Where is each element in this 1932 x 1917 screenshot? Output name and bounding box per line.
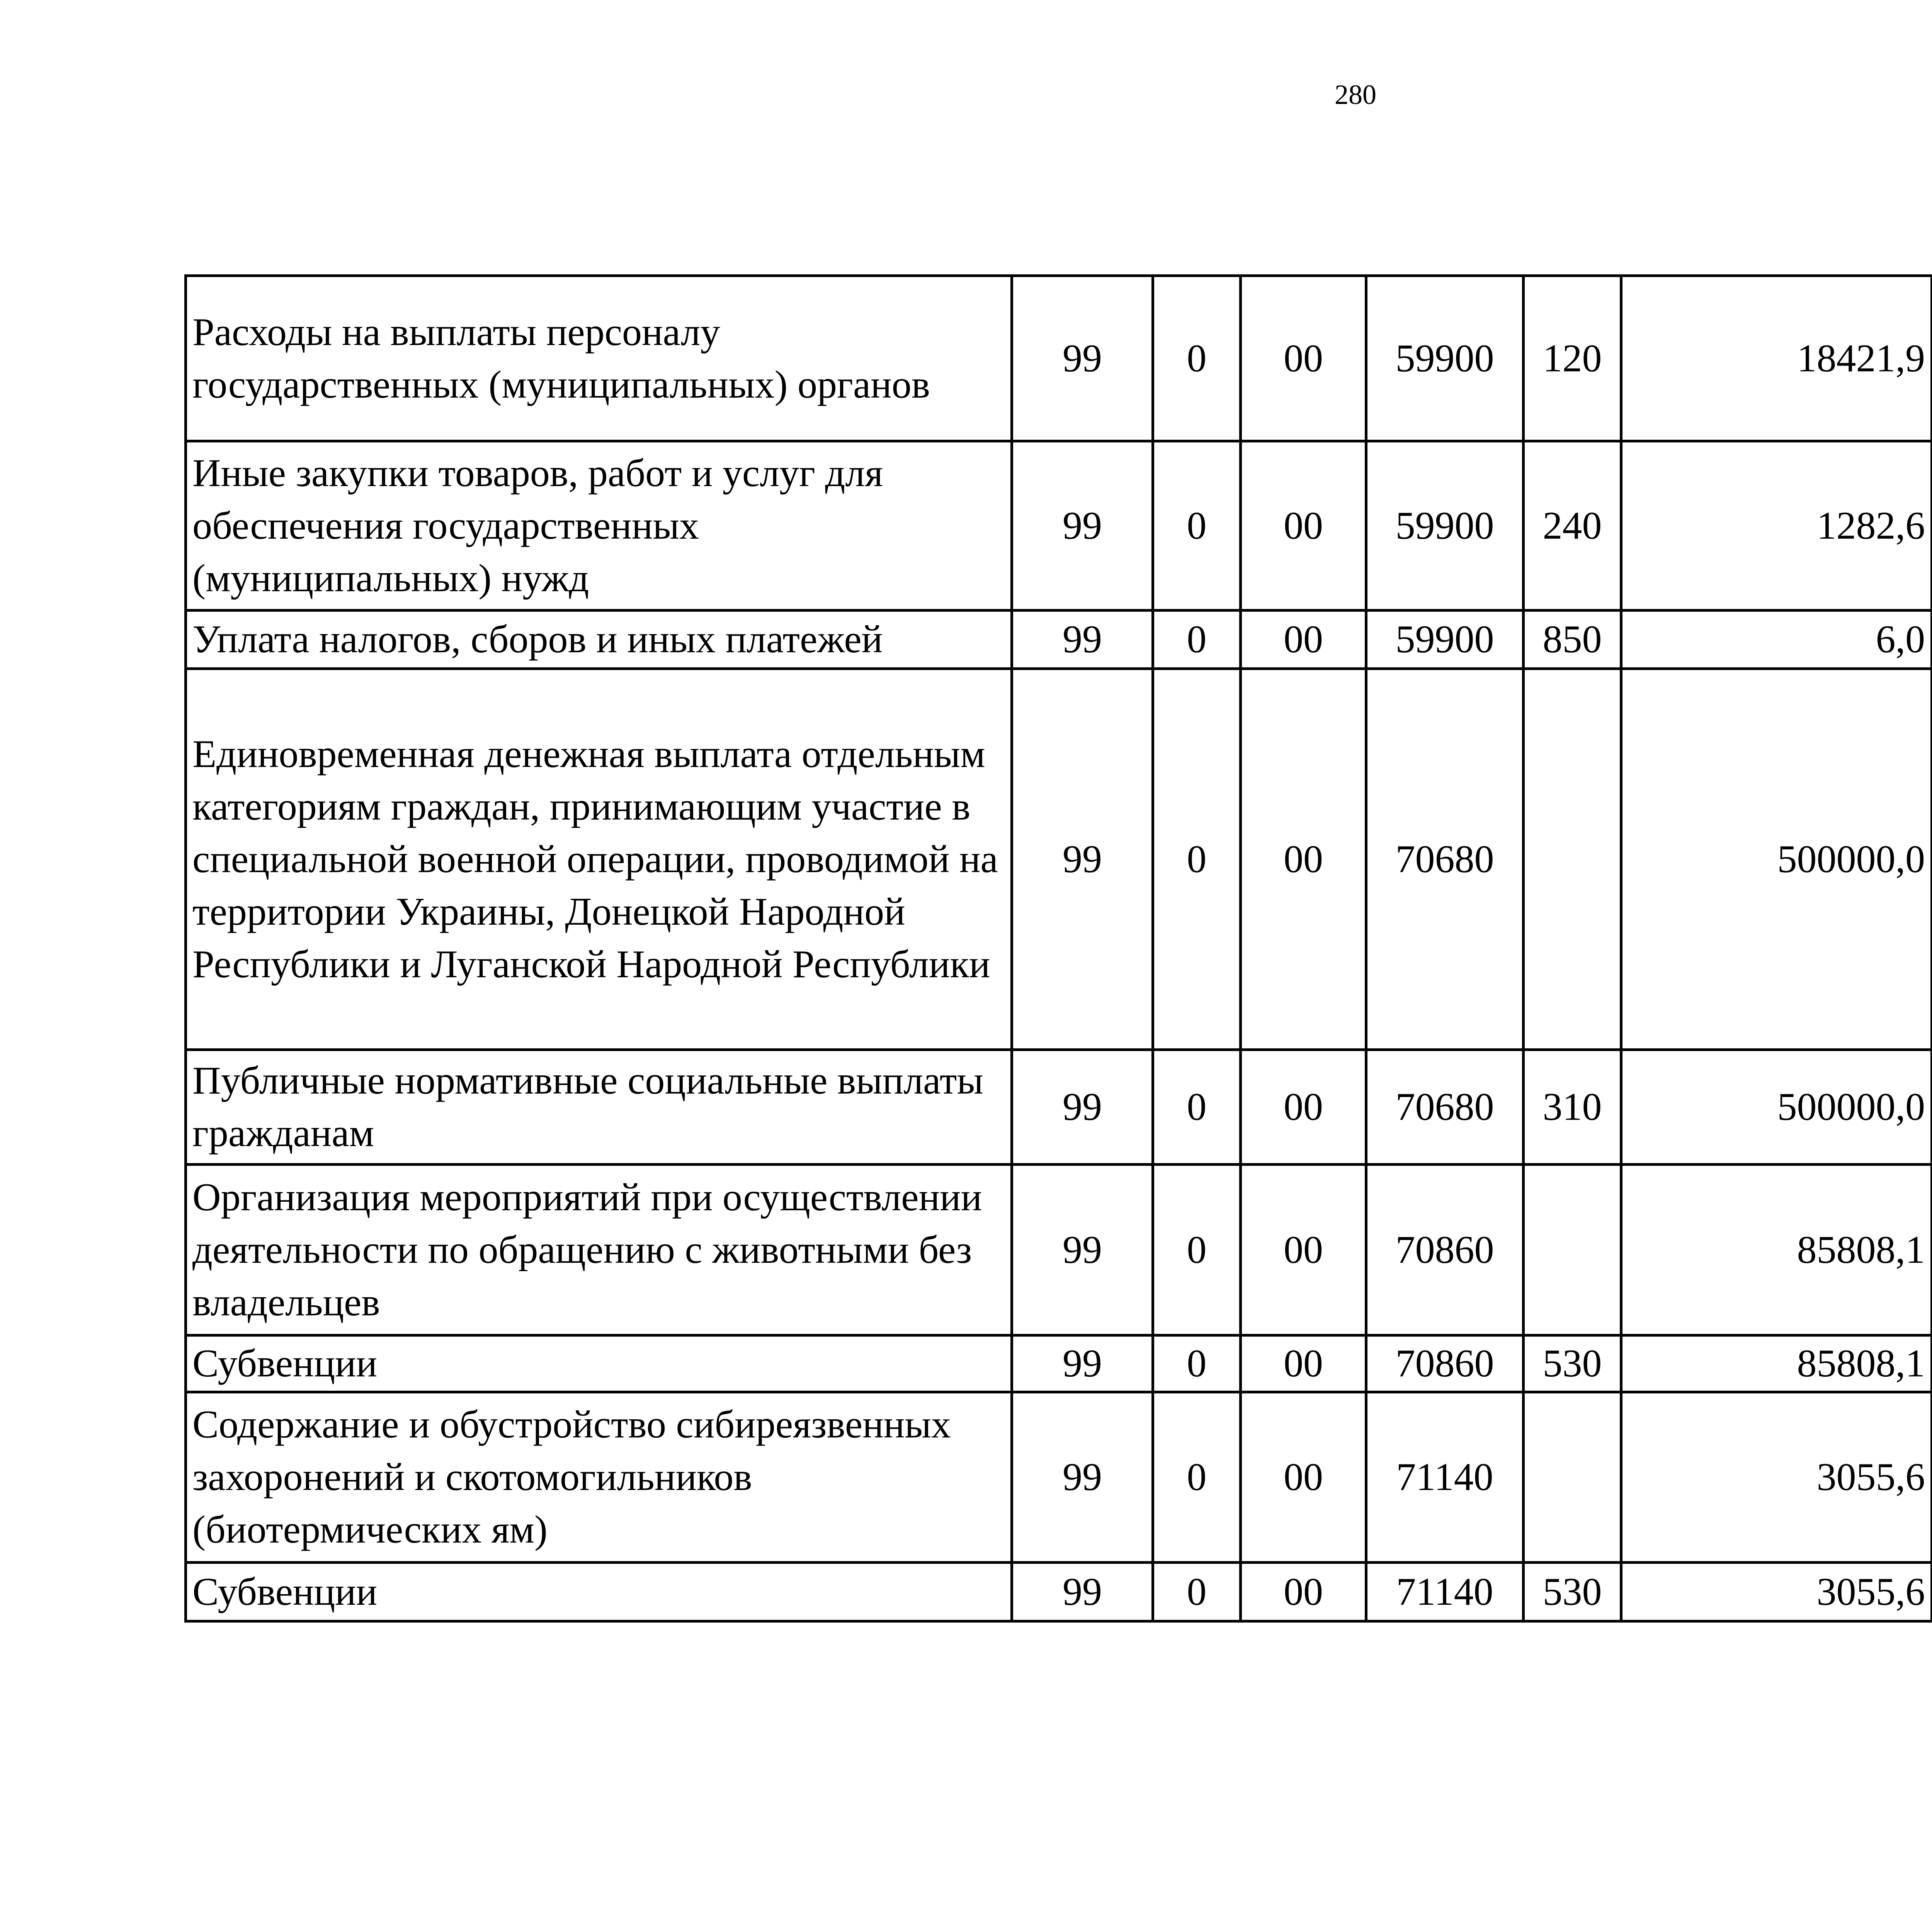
code-cell: 00 bbox=[1241, 441, 1366, 611]
code-cell: 70680 bbox=[1366, 1050, 1524, 1165]
table-row bbox=[186, 1392, 1932, 1563]
table-row bbox=[186, 441, 1932, 611]
expense-type-cell bbox=[1524, 1165, 1621, 1335]
code-cell: 99 bbox=[1012, 1563, 1153, 1621]
code-cell: 99 bbox=[1012, 611, 1153, 669]
code-cell: 71140 bbox=[1366, 1392, 1524, 1563]
budget-table bbox=[184, 274, 1932, 1623]
expense-type-cell: 120 bbox=[1524, 276, 1621, 441]
code-cell: 59900 bbox=[1366, 441, 1524, 611]
row-description: Субвенции bbox=[186, 1563, 1012, 1621]
code-cell: 70680 bbox=[1366, 669, 1524, 1050]
code-cell: 99 bbox=[1012, 276, 1153, 441]
amount-cell: 500000,0 bbox=[1621, 669, 1932, 1050]
table-row bbox=[186, 1563, 1932, 1621]
table-row bbox=[186, 1050, 1932, 1165]
code-cell: 0 bbox=[1153, 1050, 1241, 1165]
row-description: Расходы на выплаты персоналу государственных (муниципальных) органов bbox=[186, 276, 1012, 441]
code-cell: 99 bbox=[1012, 1335, 1153, 1392]
expense-type-cell: 530 bbox=[1524, 1335, 1621, 1392]
code-cell: 99 bbox=[1012, 441, 1153, 611]
code-cell: 99 bbox=[1012, 1165, 1153, 1335]
expense-type-cell bbox=[1524, 669, 1621, 1050]
code-cell: 0 bbox=[1153, 1335, 1241, 1392]
table-row bbox=[186, 1165, 1932, 1335]
row-description: Уплата налогов, сборов и иных платежей bbox=[186, 611, 1012, 669]
code-cell: 00 bbox=[1241, 669, 1366, 1050]
code-cell: 00 bbox=[1241, 1050, 1366, 1165]
code-cell: 71140 bbox=[1366, 1563, 1524, 1621]
row-description: Публичные нормативные социальные выплаты гражданам bbox=[186, 1050, 1012, 1165]
amount-cell: 85808,1 bbox=[1621, 1335, 1932, 1392]
code-cell: 70860 bbox=[1366, 1335, 1524, 1392]
table-row bbox=[186, 669, 1932, 1050]
expense-type-cell: 850 bbox=[1524, 611, 1621, 669]
code-cell: 0 bbox=[1153, 1563, 1241, 1621]
row-description: Содержание и обустройство сибиреязвенных захоронений и скотомогильников (биотермических ям) bbox=[186, 1392, 1012, 1563]
table-row bbox=[186, 1335, 1932, 1392]
expense-type-cell: 240 bbox=[1524, 441, 1621, 611]
code-cell: 0 bbox=[1153, 276, 1241, 441]
code-cell: 0 bbox=[1153, 669, 1241, 1050]
code-cell: 0 bbox=[1153, 611, 1241, 669]
code-cell: 70860 bbox=[1366, 1165, 1524, 1335]
code-cell: 59900 bbox=[1366, 276, 1524, 441]
amount-cell bbox=[1621, 1392, 1932, 1563]
code-cell: 00 bbox=[1241, 1165, 1366, 1335]
amount-cell: 3055,6 bbox=[1621, 1563, 1932, 1621]
amount-cell: 18421,9 bbox=[1621, 276, 1932, 441]
code-cell: 00 bbox=[1241, 1392, 1366, 1563]
code-cell: 99 bbox=[1012, 1392, 1153, 1563]
row-description: Субвенции bbox=[186, 1335, 1012, 1392]
code-cell: 0 bbox=[1153, 441, 1241, 611]
row-description: Организация мероприятий при осуществлении деятельности по обращению с животными без владельцев bbox=[186, 1165, 1012, 1335]
table-row bbox=[186, 276, 1932, 441]
code-cell: 0 bbox=[1153, 1165, 1241, 1335]
page-number: 280 bbox=[1335, 79, 1376, 110]
amount-cell: 85808,1 bbox=[1621, 1165, 1932, 1335]
expense-type-cell bbox=[1524, 1392, 1621, 1563]
code-cell: 99 bbox=[1012, 1050, 1153, 1165]
code-cell: 59900 bbox=[1366, 611, 1524, 669]
amount-cell: 6,0 bbox=[1621, 611, 1932, 669]
code-cell: 00 bbox=[1241, 1335, 1366, 1392]
code-cell: 00 bbox=[1241, 276, 1366, 441]
code-cell: 0 bbox=[1153, 1392, 1241, 1563]
table-row bbox=[186, 611, 1932, 669]
code-cell: 00 bbox=[1241, 1563, 1366, 1621]
amount-cell: 500000,0 bbox=[1621, 1050, 1932, 1165]
expense-type-cell: 310 bbox=[1524, 1050, 1621, 1165]
code-cell: 99 bbox=[1012, 669, 1153, 1050]
amount-cell: 1282,6 bbox=[1621, 441, 1932, 611]
expense-type-cell: 530 bbox=[1524, 1563, 1621, 1621]
row-description: Иные закупки товаров, работ и услуг для обеспечения государственных (муниципальных) нужд bbox=[186, 441, 1012, 611]
code-cell: 00 bbox=[1241, 611, 1366, 669]
row-description: Единовременная денежная выплата отдельным категориям граждан, принимающим участие в специальной военной операции, проводимой на территории Украины, Донецкой Народной Республики и Луганской Народной Республики bbox=[186, 669, 1012, 1050]
